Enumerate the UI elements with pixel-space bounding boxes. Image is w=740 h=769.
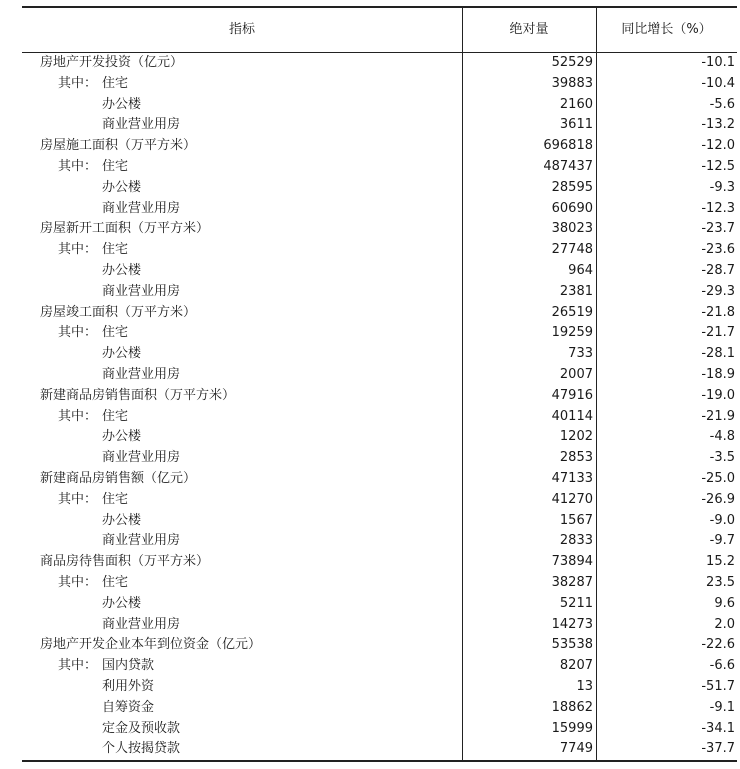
row-label: 商业营业用房 (102, 200, 181, 216)
row-indicator (102, 615, 180, 636)
row-growth-value: -25.0 (701, 470, 735, 486)
row-indicator (102, 178, 141, 199)
row-label: 房屋竣工面积（万平方米） (40, 304, 197, 320)
row-absolute-value: 2160 (559, 96, 593, 112)
row-label: 房地产开发投资（亿元） (40, 55, 184, 70)
row-growth-value: 23.5 (706, 574, 735, 590)
row-absolute-value: 27748 (551, 242, 593, 258)
header-absolute: 绝对量 (509, 22, 549, 37)
row-growth-value: 15.2 (706, 554, 735, 570)
row-label: 住宅 (102, 325, 129, 341)
row-absolute-value: 39883 (551, 75, 593, 91)
row-growth-value: -21.8 (701, 304, 735, 320)
row-prefix: 其中： (58, 574, 98, 590)
row-label: 自筹资金 (102, 699, 155, 715)
table-row (22, 323, 737, 344)
row-label: 商业营业用房 (102, 366, 181, 382)
row-growth-value: 2.0 (714, 616, 735, 632)
row-label: 利用外资 (102, 678, 155, 694)
row-absolute-value: 964 (568, 262, 593, 278)
row-growth-value: -4.8 (709, 429, 735, 445)
row-indicator (102, 365, 180, 386)
table-row (22, 157, 737, 178)
row-indicator (58, 240, 128, 261)
row-absolute-value: 8207 (559, 658, 593, 674)
row-indicator (102, 261, 141, 282)
row-indicator (102, 698, 154, 719)
row-absolute-value: 696818 (543, 138, 593, 154)
statistics-table (22, 6, 737, 762)
table-row (22, 469, 737, 490)
row-growth-value: -9.3 (709, 179, 735, 195)
table-row (22, 531, 737, 552)
row-growth-value: -19.0 (701, 387, 735, 403)
row-label: 办公楼 (102, 512, 142, 528)
row-growth-value: -3.5 (709, 450, 735, 466)
row-growth-value: -21.7 (701, 325, 735, 341)
row-label: 住宅 (102, 574, 129, 590)
row-indicator (102, 95, 141, 116)
row-absolute-value: 733 (568, 346, 593, 362)
table-row (22, 573, 737, 594)
table-row (22, 427, 737, 448)
table-row (22, 656, 737, 677)
row-indicator (102, 719, 180, 740)
row-growth-value: -10.4 (701, 75, 735, 91)
row-growth-value: -28.7 (701, 262, 735, 278)
row-label: 办公楼 (102, 96, 142, 112)
row-growth-value: -9.1 (709, 699, 735, 715)
row-absolute-value: 41270 (551, 491, 593, 507)
row-indicator (102, 594, 141, 615)
row-label: 住宅 (102, 75, 129, 91)
row-label: 新建商品房销售额（亿元） (40, 470, 197, 486)
row-indicator (58, 407, 128, 428)
row-absolute-value: 7749 (559, 741, 593, 757)
table-row (22, 677, 737, 698)
row-label: 定金及预收款 (102, 720, 181, 736)
row-label: 个人按揭贷款 (102, 741, 181, 757)
table-row (22, 303, 737, 324)
column-divider (596, 8, 597, 52)
row-absolute-value: 47916 (551, 387, 593, 403)
row-label: 商业营业用房 (102, 117, 181, 133)
row-growth-value: -9.0 (709, 512, 735, 528)
row-growth-value: -34.1 (701, 720, 735, 736)
table-row (22, 240, 737, 261)
row-prefix: 其中： (58, 658, 98, 674)
table-row (22, 95, 737, 116)
table-row (22, 136, 737, 157)
row-absolute-value: 15999 (551, 720, 593, 736)
row-label: 办公楼 (102, 179, 142, 195)
row-growth-value: -28.1 (701, 346, 735, 362)
table-row (22, 615, 737, 636)
table-row (22, 698, 737, 719)
row-label: 办公楼 (102, 595, 142, 611)
table-row (22, 739, 737, 760)
row-absolute-value: 60690 (551, 200, 593, 216)
column-divider (462, 8, 463, 52)
row-absolute-value: 2853 (559, 450, 593, 466)
row-indicator (40, 635, 261, 656)
table-row (22, 386, 737, 407)
row-absolute-value: 40114 (551, 408, 593, 424)
row-absolute-value: 14273 (551, 616, 593, 632)
row-label: 商品房待售面积（万平方米） (40, 554, 210, 570)
row-indicator (58, 323, 128, 344)
table-row (22, 178, 737, 199)
row-absolute-value: 52529 (551, 55, 593, 70)
row-label: 办公楼 (102, 346, 142, 362)
row-absolute-value: 28595 (551, 179, 593, 195)
row-growth-value: -10.1 (701, 55, 735, 70)
row-absolute-value: 3611 (559, 117, 593, 133)
row-label: 住宅 (102, 158, 129, 174)
row-prefix: 其中： (58, 158, 98, 174)
row-growth-value: 9.6 (714, 595, 735, 611)
row-absolute-value: 13 (576, 678, 593, 694)
table-row (22, 74, 737, 95)
table-row (22, 511, 737, 532)
table-row (22, 719, 737, 740)
row-growth-value: -9.7 (709, 533, 735, 549)
row-prefix: 其中： (58, 242, 98, 258)
row-absolute-value: 38287 (551, 574, 593, 590)
row-label: 商业营业用房 (102, 616, 181, 632)
table-row (22, 261, 737, 282)
row-growth-value: -18.9 (701, 366, 735, 382)
row-prefix: 其中： (58, 75, 98, 91)
row-indicator (40, 219, 209, 240)
table-row (22, 344, 737, 365)
row-absolute-value: 1202 (559, 429, 593, 445)
table-row (22, 490, 737, 511)
row-growth-value: -22.6 (701, 637, 735, 653)
row-label: 房屋新开工面积（万平方米） (40, 221, 210, 237)
table-row (22, 594, 737, 615)
table-row (22, 53, 737, 74)
table-header (22, 6, 737, 53)
table-row (22, 448, 737, 469)
row-label: 商业营业用房 (102, 450, 181, 466)
row-label: 住宅 (102, 491, 129, 507)
row-prefix: 其中： (58, 491, 98, 507)
table-row (22, 552, 737, 573)
table-body (22, 53, 737, 762)
row-growth-value: -37.7 (701, 741, 735, 757)
row-indicator (102, 282, 180, 303)
row-growth-value: -23.6 (701, 242, 735, 258)
row-growth-value: -51.7 (701, 678, 735, 694)
row-indicator (40, 552, 209, 573)
row-label: 新建商品房销售面积（万平方米） (40, 387, 236, 403)
row-indicator (102, 511, 141, 532)
row-absolute-value: 2833 (559, 533, 593, 549)
table-row (22, 282, 737, 303)
row-growth-value: -5.6 (709, 96, 735, 112)
row-absolute-value: 26519 (551, 304, 593, 320)
row-absolute-value: 2381 (559, 283, 593, 299)
row-growth-value: -13.2 (701, 117, 735, 133)
row-growth-value: -29.3 (701, 283, 735, 299)
row-label: 商业营业用房 (102, 533, 181, 549)
row-indicator (40, 136, 196, 157)
row-absolute-value: 5211 (559, 595, 593, 611)
row-label: 房屋施工面积（万平方米） (40, 138, 197, 154)
row-indicator (102, 427, 141, 448)
row-absolute-value: 53538 (551, 637, 593, 653)
row-indicator (58, 74, 128, 95)
row-growth-value: -6.6 (709, 658, 735, 674)
row-indicator (102, 448, 180, 469)
row-label: 住宅 (102, 242, 129, 258)
row-indicator (102, 199, 180, 220)
row-label: 房地产开发企业本年到位资金（亿元） (40, 637, 262, 653)
header-indicator: 指标 (228, 22, 255, 37)
row-prefix: 其中： (58, 325, 98, 341)
row-indicator (102, 531, 180, 552)
row-absolute-value: 73894 (551, 554, 593, 570)
row-growth-value: -21.9 (701, 408, 735, 424)
row-absolute-value: 2007 (559, 366, 593, 382)
row-indicator (58, 157, 128, 178)
row-label: 国内贷款 (102, 658, 155, 674)
row-absolute-value: 38023 (551, 221, 593, 237)
row-indicator (102, 115, 180, 136)
table-row (22, 635, 737, 656)
row-absolute-value: 19259 (551, 325, 593, 341)
row-indicator (40, 386, 235, 407)
row-growth-value: -26.9 (701, 491, 735, 507)
row-indicator (40, 303, 196, 324)
row-growth-value: -23.7 (701, 221, 735, 237)
row-indicator (40, 469, 196, 490)
row-absolute-value: 487437 (543, 158, 593, 174)
table-row (22, 219, 737, 240)
row-growth-value: -12.3 (701, 200, 735, 216)
row-growth-value: -12.0 (701, 138, 735, 154)
row-indicator (40, 53, 183, 74)
row-absolute-value: 47133 (551, 470, 593, 486)
row-indicator (102, 344, 141, 365)
row-label: 住宅 (102, 408, 129, 424)
table-row (22, 115, 737, 136)
row-label: 办公楼 (102, 262, 142, 278)
row-prefix: 其中： (58, 408, 98, 424)
row-indicator (102, 677, 154, 698)
row-indicator (58, 656, 154, 677)
row-indicator (102, 739, 180, 760)
header-growth: 同比增长（%） (621, 22, 712, 37)
table-row (22, 407, 737, 428)
table-row (22, 199, 737, 220)
row-label: 办公楼 (102, 429, 142, 445)
row-indicator (58, 573, 128, 594)
row-absolute-value: 18862 (551, 699, 593, 715)
row-label: 商业营业用房 (102, 283, 181, 299)
table-row (22, 365, 737, 386)
row-absolute-value: 1567 (559, 512, 593, 528)
row-growth-value: -12.5 (701, 158, 735, 174)
row-indicator (58, 490, 128, 511)
